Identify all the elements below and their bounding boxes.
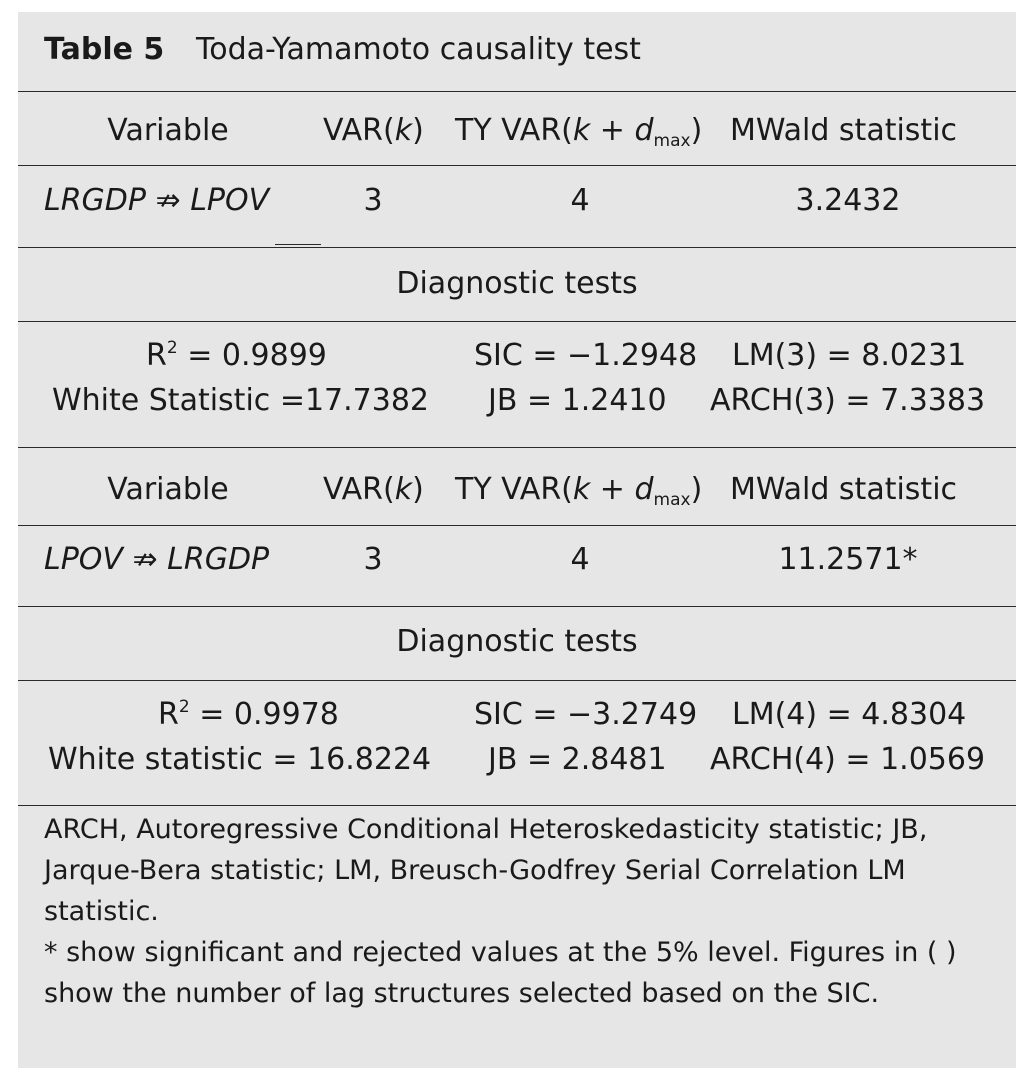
- diag2-jb: JB = 2.8481: [488, 742, 667, 777]
- rule-row2: [18, 606, 1016, 607]
- row1-ty-var: 4: [570, 183, 590, 218]
- diag2-arch: ARCH(4) = 1.0569: [710, 742, 986, 777]
- rule-row1: [18, 247, 1016, 248]
- table-note-abbreviations: ARCH, Autoregressive Conditional Heteroskedasticity statistic; JB, Jarque-Bera statistic; LM, Breusch-Godfrey Serial Correlation LM statistic.: [44, 814, 928, 927]
- rule-header2: [18, 525, 1016, 526]
- rule-bottom: [18, 805, 1016, 806]
- table-note-significance: * show significant and rejected values at the 5% level. Figures in ( ) show the number of lag structures selected based on the SIC.: [44, 937, 957, 1009]
- diag2-lm: LM(4) = 4.8304: [732, 697, 967, 732]
- diag1-sic: SIC = −1.2948: [474, 338, 698, 373]
- row1-variable: LRGDP ⇏ LPOV: [44, 183, 270, 218]
- diag1-arch: ARCH(3) = 7.3383: [710, 383, 986, 418]
- rule-header1: [18, 165, 1016, 166]
- header-var-k: VAR(k): [323, 113, 424, 148]
- row2-mwald: 11.2571*: [778, 542, 918, 577]
- rule-diag1-title: [18, 321, 1016, 322]
- header2-variable: Variable: [107, 472, 229, 507]
- header-ty-var: TY $VAR(k + d_{max})$: [455, 113, 703, 151]
- diag1-jb: JB = 1.2410: [488, 383, 667, 418]
- header2-var-k: VAR(k): [323, 472, 424, 507]
- short-rule: [275, 244, 321, 245]
- table-label: Table 5: [44, 32, 165, 67]
- rule-diag1: [18, 447, 1016, 448]
- header-mwald: MWald statistic: [730, 113, 958, 148]
- rule-top: [18, 91, 1016, 92]
- header2-ty-var: TY $VAR(k + d_{max})$: [455, 472, 703, 510]
- row1-var-k: 3: [363, 183, 383, 218]
- row2-var-k: 3: [363, 542, 383, 577]
- header2-mwald: MWald statistic: [730, 472, 958, 507]
- table-title: Toda-Yamamoto causality test: [196, 32, 641, 67]
- diag2-title: Diagnostic tests: [396, 624, 638, 659]
- diag1-r2: $R^2 = 0.9899$: [146, 338, 327, 373]
- diag2-sic: SIC = −3.2749: [474, 697, 698, 732]
- row2-ty-var: 4: [570, 542, 590, 577]
- diag1-white: White Statistic =17.7382: [52, 383, 430, 418]
- diag2-white: White statistic = 16.8224: [48, 742, 432, 777]
- diag2-r2: $R^2 = 0.9978$: [158, 697, 339, 732]
- diag1-title: Diagnostic tests: [396, 266, 638, 301]
- table-panel: [18, 12, 1016, 1068]
- row2-variable: LPOV ⇏ LRGDP: [44, 542, 270, 577]
- rule-diag2-title: [18, 680, 1016, 681]
- header-variable: Variable: [107, 113, 229, 148]
- row1-mwald: 3.2432: [795, 183, 901, 218]
- diag1-lm: LM(3) = 8.0231: [732, 338, 967, 373]
